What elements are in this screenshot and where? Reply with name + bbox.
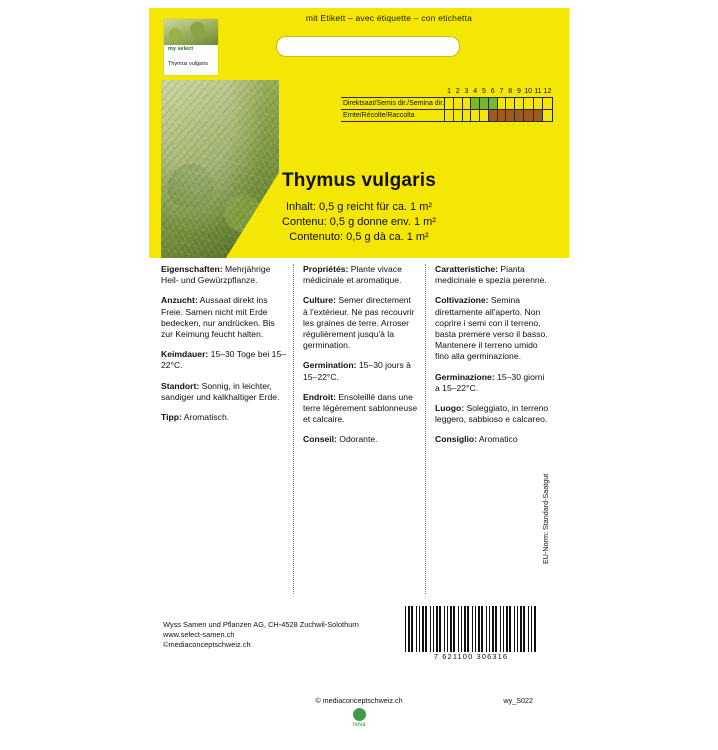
harvest-cell-11 xyxy=(533,110,543,122)
de-text-0: Mehrjährige Heil- und Gewürzpflanze. xyxy=(161,264,271,286)
hanger-hole xyxy=(276,36,460,57)
de-paragraph-1 xyxy=(161,295,286,340)
fr-text-4: Odorante. xyxy=(336,434,378,445)
table-row-months xyxy=(341,86,553,98)
de-text-2: 15–30 Toge bei 15–22°C. xyxy=(161,349,287,371)
barcode-icon xyxy=(405,606,537,652)
packet-header-area xyxy=(149,8,569,258)
it-paragraph-0 xyxy=(435,264,550,286)
sowing-cell-4 xyxy=(471,98,480,110)
month-header-11: 11 xyxy=(534,88,542,95)
it-heading-0: Caratteristiche: xyxy=(435,264,499,274)
de-paragraph-3 xyxy=(161,381,286,403)
sowing-cell-12 xyxy=(543,98,553,110)
de-text-3: Sonnig, in leichter, sandiger und kalkhaltiger Erde. xyxy=(161,380,280,402)
harvest-cell-1 xyxy=(445,110,454,122)
fr-paragraph-3 xyxy=(303,392,418,426)
de-paragraph-2 xyxy=(161,349,286,371)
description-columns xyxy=(149,264,569,594)
harvest-cell-12 xyxy=(543,110,553,122)
barcode-digits: 7 621100 306316 xyxy=(433,652,509,661)
month-header-10: 10 xyxy=(524,88,533,95)
month-header-9: 9 xyxy=(516,88,521,95)
sowing-cell-5 xyxy=(480,98,489,110)
de-heading-0: Eigenschaften: xyxy=(161,264,223,274)
it-text-0: Pianta medicinale e spezia perenne. xyxy=(435,264,547,286)
month-header-5: 5 xyxy=(482,88,486,95)
de-heading-1: Anzucht: xyxy=(161,295,198,306)
it-text-2: 15–30 giorni a 15–22°C. xyxy=(435,371,545,393)
it-heading-4: Consiglio: xyxy=(435,434,478,445)
page-title: Thymus vulgaris xyxy=(282,170,436,191)
sowing-cell-2 xyxy=(453,98,462,110)
content-info-it: Contenuto: 0,5 g dà ca. 1 m² xyxy=(289,231,429,243)
de-heading-4: Tipp: xyxy=(161,412,182,423)
sowing-cell-8 xyxy=(506,98,515,110)
harvest-cell-6 xyxy=(488,110,497,122)
month-header-7: 7 xyxy=(499,88,504,95)
de-text-1: Aussaat direkt ins Freie. Samen nicht mit Erde bedecken, nur andrücken. Bis zur Keimung feucht halten. xyxy=(161,295,275,340)
harvest-cell-8 xyxy=(506,110,515,122)
it-text-4: Aromatico xyxy=(477,434,518,445)
bottom-credit-text: © mediaconceptschweiz.ch xyxy=(315,696,403,705)
fr-text-0: Plante vivace médicinale et aromatique. xyxy=(303,264,402,286)
column-german xyxy=(161,264,293,594)
it-paragraph-3 xyxy=(435,403,550,425)
it-heading-3: Luogo: xyxy=(435,403,465,414)
month-header-6: 6 xyxy=(490,88,495,95)
fr-text-1: Semer directement à l'extérieur. Ne pas recouvrir les graines de terre. Arroser régulièrement jusqu'à la germination. xyxy=(303,295,415,351)
harvest-cell-9 xyxy=(515,110,524,122)
sowing-cell-10 xyxy=(523,98,533,110)
barcode-block xyxy=(395,606,545,668)
month-header-2: 2 xyxy=(455,88,460,95)
column-french xyxy=(293,264,425,594)
mini-label-plant-name: Thymus vulgaris xyxy=(168,61,209,67)
content-info-de: Inhalt: 0,5 g reicht für ca. 1 m² xyxy=(285,201,433,213)
harvest-cell-4 xyxy=(471,110,480,122)
sowing-cell-7 xyxy=(497,98,506,110)
de-heading-2: Keimdauer: xyxy=(161,349,209,360)
mini-label-brand: my select xyxy=(168,46,194,52)
month-header-1: 1 xyxy=(447,88,451,95)
sowing-cell-11 xyxy=(533,98,543,110)
company-info xyxy=(163,620,403,650)
de-heading-3: Standort: xyxy=(161,380,200,391)
fr-text-2: 15–30 jours à 15–22°C. xyxy=(303,360,411,382)
fr-heading-2: Germination: xyxy=(303,360,357,371)
harvest-cell-3 xyxy=(462,110,471,122)
harvest-cell-2 xyxy=(453,110,462,122)
sowing-cell-3 xyxy=(462,98,471,110)
it-paragraph-2 xyxy=(435,372,550,394)
fr-paragraph-2 xyxy=(303,360,418,382)
it-text-3: Soleggiato, in terreno leggero, sabbioso e calcareo. xyxy=(435,403,549,425)
column-italian xyxy=(425,264,557,594)
month-header-12: 12 xyxy=(543,88,552,95)
fr-paragraph-4 xyxy=(303,434,418,445)
nova-logo xyxy=(345,708,373,729)
seed-packet xyxy=(149,8,569,742)
fr-paragraph-1 xyxy=(303,295,418,351)
fr-heading-3: Endroit: xyxy=(303,391,336,402)
sowing-row-label: Direktsaat/Semis dir./Semina dir. xyxy=(341,98,445,110)
it-paragraph-1 xyxy=(435,295,550,362)
mini-label-photo xyxy=(164,19,219,45)
de-paragraph-4 xyxy=(161,412,286,423)
month-header-spacer xyxy=(341,86,445,98)
company-name: Wyss Samen und Pflanzen AG, CH-4528 Zuchwil-Solothurn xyxy=(163,620,359,629)
eu-norm-label: EU-Norm: Standard-Saatgut xyxy=(541,473,550,564)
sowing-cell-6 xyxy=(488,98,497,110)
company-copyright: ©mediaconceptschweiz.ch xyxy=(163,640,251,649)
sowing-cell-9 xyxy=(515,98,524,110)
harvest-row-label: Ernte/Récolte/Raccolta xyxy=(341,110,445,122)
it-heading-2: Germinazione: xyxy=(435,371,495,382)
fr-paragraph-0 xyxy=(303,264,418,286)
sowing-calendar-table xyxy=(341,86,553,122)
content-info-fr: Contenu: 0,5 g donne env. 1 m² xyxy=(282,216,436,228)
fr-heading-4: Conseil: xyxy=(303,434,337,445)
company-website[interactable]: www.select-samen.ch xyxy=(163,630,235,639)
nova-logo-text: nova xyxy=(352,722,366,728)
harvest-cell-7 xyxy=(497,110,506,122)
month-header-4: 4 xyxy=(473,88,478,95)
month-header-3: 3 xyxy=(464,88,469,95)
month-header-8: 8 xyxy=(508,88,513,95)
top-strip-label: mit Etikett – avec étiquette – con etichetta xyxy=(305,13,473,23)
de-text-4: Aromatisch. xyxy=(181,412,230,423)
bottom-credit xyxy=(149,696,569,705)
content-info xyxy=(149,200,569,245)
harvest-cell-10 xyxy=(523,110,533,122)
it-text-1: Semina direttamente all'aperto. Non coprire i semi con il terreno, basta premere verso il basso. Mantenere il terreno umido fino alla germinazione. xyxy=(435,295,548,362)
fr-heading-1: Culture: xyxy=(303,295,336,306)
fr-text-3: Ensoleillé dans une terre légèrement sablonneuse et calcaire. xyxy=(303,391,418,425)
it-heading-1: Coltivazione: xyxy=(435,295,489,306)
it-paragraph-4 xyxy=(435,434,550,445)
de-paragraph-0 xyxy=(161,264,286,286)
nova-logo-icon xyxy=(353,708,366,721)
table-row-harvest xyxy=(341,110,553,122)
sowing-cell-1 xyxy=(445,98,454,110)
table-row-sowing xyxy=(341,98,553,110)
harvest-cell-5 xyxy=(480,110,489,122)
fr-heading-0: Propriétés: xyxy=(303,264,349,274)
mini-label-preview xyxy=(163,18,219,76)
bottom-product-code: wy_S022 xyxy=(503,696,533,705)
